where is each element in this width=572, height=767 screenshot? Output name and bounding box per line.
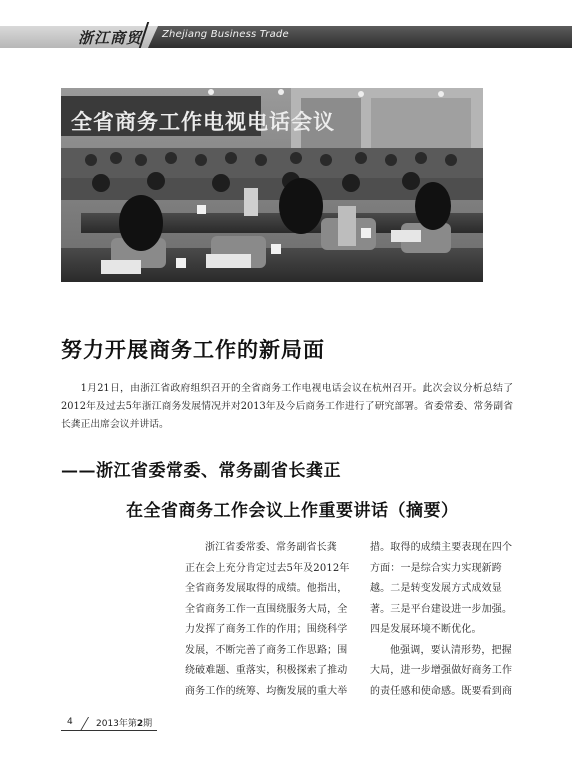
body-line: 措。取得的成绩主要表现在四个 [370, 542, 513, 553]
footer-tick [80, 717, 89, 731]
article-intro [61, 380, 513, 434]
conference-photo [61, 88, 483, 282]
issue-number: 2 [136, 719, 144, 729]
intro-paragraph: 1月21日，由浙江省政府组织召开的全省商务工作电视电话会议在杭州召开。此次会议分析总结了2012年及过去5年浙江商务发展情况并对2013年及今后商务工作进行了研究部署。省委常委、常务副省长龚正出席会议并讲话。 [61, 383, 513, 430]
body-line: 他强调，要认清形势，把握 [390, 644, 512, 656]
issue-label [96, 716, 152, 729]
body-column-left [185, 538, 353, 702]
magazine-logo: 浙江商贸 [78, 29, 143, 47]
body-line: 力发挥了商务工作的作用；围绕科学 [185, 624, 348, 635]
body-column-right [370, 538, 513, 702]
body-line: 发展，不断完善了商务工作思路；围 [185, 644, 348, 656]
article-title: 努力开展商务工作的新局面 [61, 338, 325, 362]
body-line: 的责任感和使命感。既要看到商 [370, 685, 513, 697]
body-line: 越。二是转变发展方式成效显 [370, 583, 502, 594]
body-line: 全省商务工作一直围绕服务大局，全 [185, 603, 348, 615]
page-number: 4 [67, 717, 73, 727]
body-line: 绕破难题、重落实，积极探索了推动 [185, 665, 348, 676]
body-line: 大局，进一步增强做好商务工作 [370, 665, 513, 676]
article-subtitle-line2: 在全省商务工作会议上作重要讲话（摘要） [126, 501, 459, 521]
body-line: 商务工作的统筹、均衡发展的重大举 [185, 685, 348, 697]
body-line: 全省商务发展取得的成绩。他指出， [185, 583, 348, 594]
photo-banner-text: 全省商务工作电视电话会议 [71, 110, 335, 134]
body-line: 著。三是平台建设进一步加强。 [370, 603, 513, 615]
body-line: 方面：一是综合实力实现新跨 [370, 562, 502, 574]
footer-rule [61, 730, 157, 731]
body-line: 四是发展环境不断优化。 [370, 624, 482, 635]
issue-prefix: 2013年第 [96, 719, 137, 729]
issue-suffix: 期 [143, 719, 153, 729]
magazine-english-name: Zhejiang Business Trade [162, 29, 289, 40]
article-subtitle-line1: ——浙江省委常委、常务副省长龚正 [61, 461, 341, 481]
body-line: 正在会上充分肯定过去5年及2012年 [185, 562, 350, 574]
body-line: 浙江省委常委、常务副省长龚 [205, 542, 337, 553]
